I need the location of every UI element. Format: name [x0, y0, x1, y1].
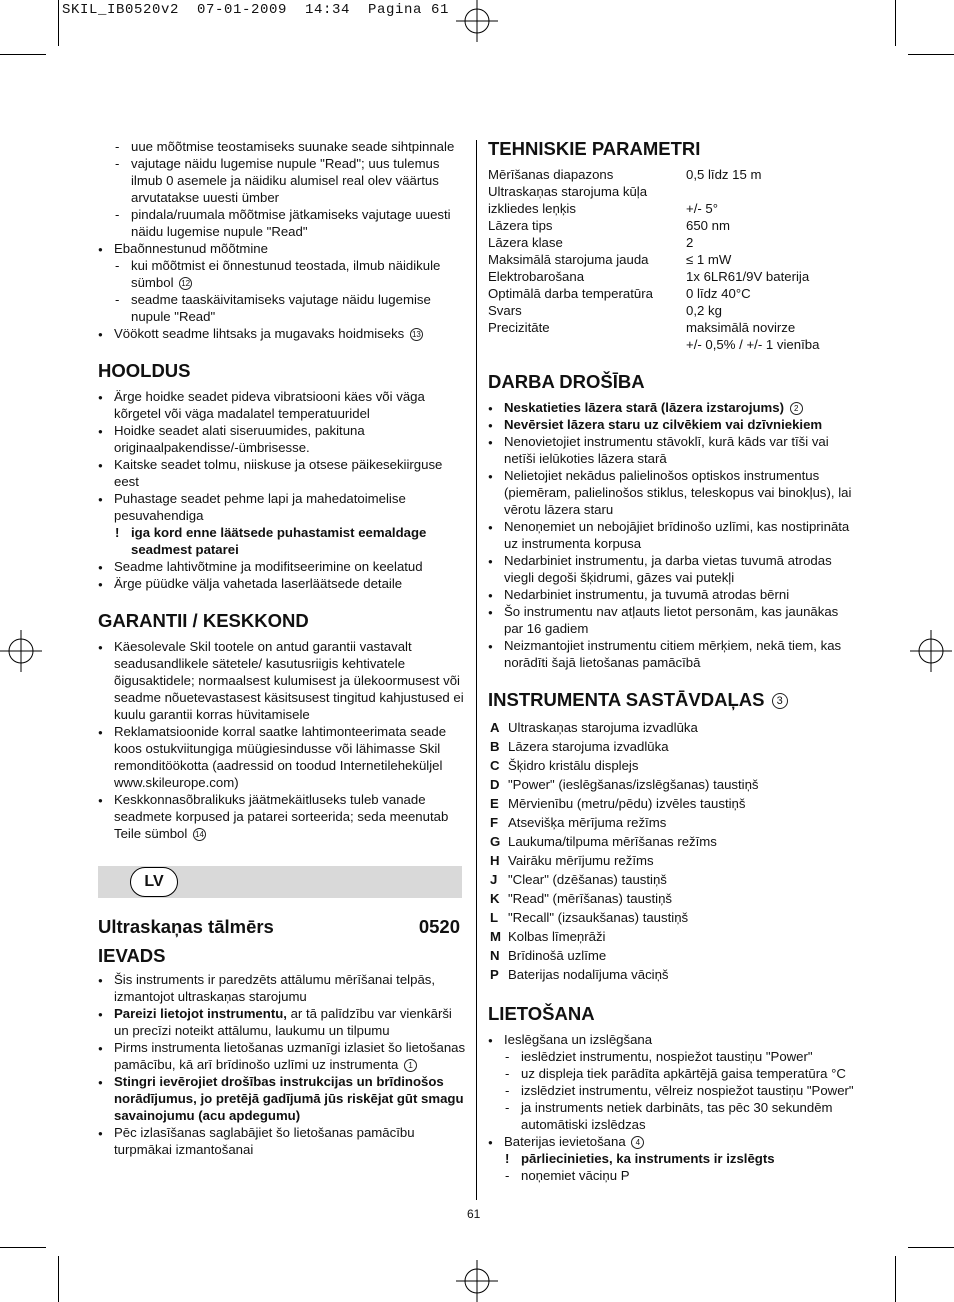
crop-mark: [58, 0, 59, 46]
item-text: Pirms instrumenta lietošanas uzmanīgi izlasiet šo lietošanas pamācību, kā arī brīdinošo uzlīmi uz instrumenta: [114, 1040, 466, 1072]
list-item: [98, 240, 468, 257]
ievads-list: [98, 971, 468, 1158]
spec-value: 2: [686, 235, 694, 250]
right-column: [488, 138, 858, 1184]
left-column-lower: [98, 908, 468, 1158]
item-text: Nenoņemiet un nebojājiet brīdinošo uzlīmi, kas nostiprināta uz instrumenta korpusa: [504, 519, 850, 551]
spec-label: Elektrobarošana: [488, 269, 585, 284]
sub-list-item: [98, 155, 468, 206]
spec-table: [488, 166, 819, 353]
spec-row: [488, 336, 819, 353]
ref-number-icon: 14: [193, 828, 206, 841]
list-item: [488, 603, 858, 637]
item-text: Nelietojiet nekādus palielinošos optiskos instrumentus (piemēram, palielinošos stiklus, teleskopus vai binokļus), lai vērotu lāzera staru: [504, 468, 852, 517]
spec-row: [488, 166, 819, 183]
safety-list: [488, 399, 858, 671]
list-item: [488, 399, 858, 416]
part-letter: J: [490, 872, 498, 887]
part-letter: N: [490, 948, 500, 963]
item-bold-text: Nevērsiet lāzera staru uz cilvēkiem vai dzīvniekiem: [504, 417, 823, 432]
warning-item: [98, 524, 468, 558]
item-text: Šo instrumentu nav atļauts lietot personām, kas jaunākas par 16 gadiem: [504, 604, 839, 636]
item-text: vajutage näidu lugemise nupule "Read"; uus tulemus ilmub 0 asemele ja näidiku alumisel real olev väärtus arvutatakse uuesti ümber: [131, 156, 440, 205]
spec-row: [488, 268, 819, 285]
item-text: Käesolevale Skil tootele on antud garantii vastavalt seadusandlikele sätetele/ kasutusriigis kehtivatele õigusaktidele; normaalsest kulumisest ja ülekoormusest või seadme nõuetevastasest käsitsusest tingitud kahjustused ei kuulu garantii korras hüvitamisele: [114, 639, 464, 722]
ref-number-icon: 1: [404, 1059, 417, 1072]
item-bold-text: Pareizi lietojot instrumentu,: [114, 1006, 287, 1021]
product-code: 0520: [418, 916, 460, 937]
spec-label: Maksimālā starojuma jauda: [488, 252, 649, 267]
spec-row: [488, 217, 819, 234]
sub-list-item: [98, 257, 468, 291]
part-label: "Power" (ieslēgšanas/izslēgšanas) taustiņš: [508, 777, 759, 792]
spec-label: Ultraskaņas starojuma kūļa: [488, 184, 648, 199]
item-text: Ärge püüdke välja vahetada laserläätsede detaile: [114, 576, 403, 591]
hooldus-list: [98, 388, 468, 592]
registration-mark-icon: [0, 630, 42, 672]
part-letter: P: [490, 967, 499, 982]
list-item: [488, 1031, 858, 1048]
list-item: [488, 637, 858, 671]
part-letter: D: [490, 777, 500, 792]
item-text: Pēc izlasīšanas saglabājiet šo lietošanas pamācību turpmākai izmantošanai: [114, 1125, 415, 1157]
garantii-list: [98, 638, 468, 842]
list-item: [488, 552, 858, 586]
section-title-hooldus: HOOLDUS: [98, 360, 191, 381]
sub-list-item: [488, 1065, 858, 1082]
use-list: [488, 1031, 858, 1184]
part-label: Ultraskaņas starojuma izvadlūka: [508, 720, 698, 735]
list-item: [98, 723, 468, 791]
spec-row: [488, 285, 819, 302]
part-letter: F: [490, 815, 499, 830]
part-letter: G: [490, 834, 501, 849]
left-column: [98, 138, 468, 842]
spec-row: [488, 234, 819, 251]
sub-list-item: [488, 1082, 858, 1099]
spec-label: [488, 336, 686, 353]
spec-value: 1x 6LR61/9V baterija: [686, 269, 810, 284]
list-item: [98, 575, 468, 592]
part-letter: L: [490, 910, 499, 925]
item-text: pārliecinieties, ka instruments ir izslēgts: [521, 1151, 775, 1166]
spec-value: +/- 0,5% / +/- 1 vienība: [686, 337, 820, 352]
ref-number-icon: 2: [790, 402, 803, 415]
spec-label: Optimālā darba temperatūra: [488, 286, 653, 301]
product-title: Ultraskaņas tālmērs: [98, 916, 274, 937]
part-row: [490, 833, 759, 850]
part-row: [490, 909, 759, 926]
ref-number-icon: 3: [772, 693, 788, 709]
part-row: [490, 871, 759, 888]
item-text: Vöökott seadme lihtsaks ja mugavaks hoidmiseks: [114, 326, 405, 341]
item-text: Ebaõnnestunud mõõtmine: [114, 241, 268, 256]
list-item: [488, 1133, 858, 1150]
part-row: [490, 719, 759, 736]
list-item: [488, 467, 858, 518]
spec-value: 0 līdz 40°C: [686, 286, 751, 301]
list-item: [488, 416, 858, 433]
list-item: [98, 638, 468, 723]
section-title-safety: DARBA DROŠĪBA: [488, 371, 645, 392]
list-item: [98, 791, 468, 842]
item-text: Ärge hoidke seadet pideva vibratsiooni käes või väga kõrgetel või väga madalatel temperatuuridel: [114, 389, 425, 421]
spec-value: ≤ 1 mW: [686, 252, 732, 267]
section-title-use: LIETOŠANA: [488, 1003, 595, 1024]
part-letter: M: [490, 929, 501, 944]
registration-mark-icon: [456, 1260, 498, 1302]
item-text: kui mõõtmist ei õnnestunud teostada, ilmub näidikule sümbol: [131, 258, 441, 290]
registration-mark-icon: [910, 630, 952, 672]
item-bold-text: Neskatieties lāzera starā (lāzera izstarojums): [504, 400, 785, 415]
part-row: [490, 795, 759, 812]
list-item: [98, 456, 468, 490]
item-text: Hoidke seadet alati siseruumides, pakituna originaalpakendisse/-ümbrisesse.: [114, 423, 365, 455]
item-text: Neizmantojiet instrumentu citiem mērķiem, nekā tiem, kas norādīti šajā lietošanas pamācībā: [504, 638, 842, 670]
ref-number-icon: 4: [631, 1136, 644, 1149]
spec-row: [488, 319, 819, 336]
item-text: izslēdziet instrumentu, vēlreiz nospiežot taustiņu "Power": [521, 1083, 854, 1098]
list-item: [98, 971, 468, 1005]
part-row: [490, 738, 759, 755]
part-label: Kolbas līmeņrāži: [508, 929, 606, 944]
crop-mark: [0, 1247, 46, 1248]
item-text: seadme taaskäivitamiseks vajutage näidu lugemise nupule "Read": [131, 292, 431, 324]
spec-row: [488, 183, 819, 200]
item-text: Reklamatsioonide korral saatke lahtimonteerimata seade koos ostukviitungiga müügiesindusse või lähimasse Skil remonditöökotta (aadressid on toodud Internetileheküljel www.skileurope.com): [114, 724, 447, 790]
part-label: Baterijas nodalījuma vāciņš: [508, 967, 669, 982]
part-letter: E: [490, 796, 499, 811]
list-item: [98, 422, 468, 456]
part-label: Brīdinošā uzlīme: [508, 948, 607, 963]
part-row: [490, 890, 759, 907]
part-row: [490, 776, 759, 793]
part-row: [490, 928, 759, 945]
ref-number-icon: 13: [410, 328, 423, 341]
list-item: [98, 490, 468, 524]
item-text: Seadme lahtivõtmine ja modifitseerimine on keelatud: [114, 559, 423, 574]
crop-mark: [908, 1247, 954, 1248]
part-label: Laukuma/tilpuma mērīšanas režīms: [508, 834, 717, 849]
sub-list-item: [98, 206, 468, 240]
item-text: Nenovietojiet instrumentu stāvoklī, kurā kāds var tīši vai netīši ielūkoties lāzera starā: [504, 434, 829, 466]
item-text: uz displeja tiek parādīta apkārtējā gaisa temperatūra °C: [521, 1066, 846, 1081]
spec-value: 0,5 līdz 15 m: [686, 167, 762, 182]
item-text: Šis instruments ir paredzēts attālumu mērīšanai telpās, izmantojot ultraskaņas starojumu: [114, 972, 436, 1004]
item-text: uue mõõtmise teostamiseks suunake seade sihtpinnale: [131, 139, 455, 154]
list-item: [98, 1124, 468, 1158]
section-title-parts: [488, 689, 858, 711]
item-text: Keskkonnasõbralikuks jäätmekäitluseks tuleb vanade seadmete korpused ja patarei sorteerida; seda meenutab Teile sümbol: [114, 792, 449, 841]
spec-value: +/- 5°: [686, 201, 719, 216]
spec-label: Lāzera tips: [488, 218, 553, 233]
part-row: [490, 947, 759, 964]
item-bold-text: Stingri ievērojiet drošības instrukcijas un brīdinošos norādījumus, jo pretējā gadījumā jūs riskējat gūt smagu savainojumu (acu apdegumu): [114, 1074, 464, 1123]
part-letter: K: [490, 891, 500, 906]
crop-mark: [58, 1256, 59, 1302]
list-item: [488, 518, 858, 552]
item-text: noņemiet vāciņu P: [521, 1168, 630, 1183]
list-item: [488, 586, 858, 603]
part-letter: B: [490, 739, 500, 754]
spec-label: Precizitāte: [488, 320, 550, 335]
sub-list-item: [488, 1099, 858, 1133]
item-text: ieslēdziet instrumentu, nospiežot taustiņu "Power": [521, 1049, 813, 1064]
item-text: ja instruments netiek darbināts, tas pēc 30 sekundēm automātiski izslēdzas: [521, 1100, 833, 1132]
crop-mark: [895, 1256, 896, 1302]
item-text: pindala/ruumala mõõtmise jätkamiseks vajutage uuesti näidu lugemise nupule "Read": [131, 207, 451, 239]
section-title-garantii: GARANTII / KESKKOND: [98, 610, 309, 631]
list-item: [488, 433, 858, 467]
warning-item: [488, 1150, 858, 1167]
part-label: Lāzera starojuma izvadlūka: [508, 739, 669, 754]
part-row: [490, 814, 759, 831]
part-row: [490, 757, 759, 774]
spec-label: Svars: [488, 303, 522, 318]
crop-mark: [895, 0, 896, 46]
sub-list-item: [98, 291, 468, 325]
language-badge: LV: [130, 867, 178, 897]
ref-number-icon: 12: [179, 277, 192, 290]
item-text: ar tā palīdzību var vienkārši un precīzi noteikt attālumu, laukumu un tilpumu: [114, 1006, 452, 1038]
part-row: [490, 966, 759, 983]
list-item: [98, 1039, 468, 1073]
list-item: [98, 325, 468, 342]
sub-list-item: [98, 138, 468, 155]
spec-label: izkliedes leņķis: [488, 201, 576, 216]
spec-label: Mērīšanas diapazons: [488, 167, 614, 182]
part-letter: A: [490, 720, 500, 735]
section-title-ievads: IEVADS: [98, 945, 166, 966]
spec-row: [488, 251, 819, 268]
crop-mark: [908, 54, 954, 55]
measurement-list: [98, 138, 468, 342]
spec-value: maksimālā novirze: [686, 320, 796, 335]
part-label: Vairāku mērījumu režīms: [508, 853, 654, 868]
item-text: Nedarbiniet instrumentu, ja tuvumā atrodas bērni: [504, 587, 790, 602]
item-text: Ieslēgšana un izslēgšana: [504, 1032, 653, 1047]
part-letter: H: [490, 853, 500, 868]
item-text: Baterijas ievietošana: [504, 1134, 626, 1149]
part-label: "Clear" (dzēšanas) taustiņš: [508, 872, 667, 887]
list-item: [98, 1005, 468, 1039]
product-title-row: [98, 916, 468, 938]
sub-list-item: [488, 1167, 858, 1184]
crop-mark: [0, 54, 46, 55]
part-letter: C: [490, 758, 500, 773]
sub-list-item: [488, 1048, 858, 1065]
spec-value: [686, 183, 819, 200]
print-header: SKIL_IB0520v2 07-01-2009 14:34 Pagina 61: [62, 2, 450, 18]
spec-row: [488, 200, 819, 217]
parts-table: [488, 717, 761, 985]
part-label: Šķidro kristālu displejs: [508, 758, 639, 773]
part-row: [490, 852, 759, 869]
part-label: Atsevišķa mērījuma režīms: [508, 815, 667, 830]
page-number: 61: [467, 1207, 481, 1221]
spec-label: Lāzera klase: [488, 235, 563, 250]
spec-row: [488, 302, 819, 319]
parts-title: INSTRUMENTA SASTĀVDAĻAS: [488, 689, 765, 710]
item-text: Kaitske seadet tolmu, niiskuse ja otsese päikesekiirguse eest: [114, 457, 443, 489]
part-label: Mērvienību (metru/pēdu) izvēles taustiņš: [508, 796, 746, 811]
spec-value: 0,2 kg: [686, 303, 722, 318]
part-label: "Read" (mērīšanas) taustiņš: [508, 891, 673, 906]
registration-mark-icon: [456, 0, 498, 42]
list-item: [98, 388, 468, 422]
list-item: [98, 558, 468, 575]
item-text: iga kord enne läätsede puhastamist eemaldage seadmest patarei: [131, 525, 427, 557]
item-text: Nedarbiniet instrumentu, ja darba vietas tuvumā atrodas viegli degoši šķidrumi, gāzes vai putekļi: [504, 553, 832, 585]
list-item: [98, 1073, 468, 1124]
column-divider: [476, 140, 477, 1200]
spec-value: 650 nm: [686, 218, 730, 233]
part-label: "Recall" (izsaukšanas) taustiņš: [508, 910, 689, 925]
item-text: Puhastage seadet pehme lapi ja mahedatoimelise pesuvahendiga: [114, 491, 406, 523]
section-title-tech: TEHNISKIE PARAMETRI: [488, 138, 701, 159]
